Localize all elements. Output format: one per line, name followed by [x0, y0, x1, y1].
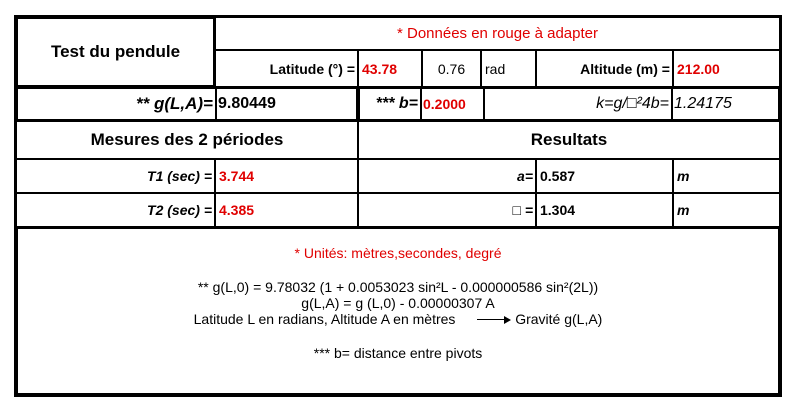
sheet-title: Test du pendule [16, 17, 215, 87]
g-value: 9.80449 [215, 87, 358, 121]
b-label-cell: *** b= [358, 87, 422, 121]
altitude-input[interactable]: 212.00 [673, 50, 780, 87]
a-value: 0.587 [536, 159, 673, 193]
latitude-altitude-desc: Latitude L en radians, Altitude A en mètres [193, 311, 456, 327]
b-description: *** b= distance entre pivots [313, 345, 483, 361]
latitude-input[interactable]: 43.78 [358, 50, 422, 87]
mesures-title: Mesures des 2 périodes [16, 121, 358, 159]
t1-input[interactable]: 3.744 [215, 159, 358, 193]
radian-unit: rad [481, 50, 536, 87]
d-unit: m [673, 193, 780, 227]
t2-input[interactable]: 4.385 [215, 193, 358, 227]
gravity-label: Gravité g(L,A) [515, 311, 603, 327]
arrow-right-icon [477, 315, 511, 325]
header-note: * Données en rouge à adapter [215, 17, 780, 50]
k-value: 1.24175 [671, 87, 780, 121]
latitude-label-cell: Latitude (°) = [215, 50, 358, 87]
k-label-cell: k=g/□²4b= [483, 87, 673, 121]
d-label-cell: □ = [358, 193, 536, 227]
formula-g-la: g(L,A) = g (L,0) - 0.00000307 A [301, 295, 495, 311]
units-note: * Unités: mètres,secondes, degré [294, 245, 502, 261]
pendulum-sheet [14, 15, 782, 397]
t2-label-cell: T2 (sec) = [16, 193, 215, 227]
g-label-cell: ** g(L,A)= [16, 87, 217, 121]
d-value: 1.304 [536, 193, 673, 227]
a-label-cell: a= [358, 159, 536, 193]
formula-g-l0: ** g(L,0) = 9.78032 (1 + 0.0053023 sin²L - 0.000000586 sin²(2L)) [197, 279, 599, 295]
t1-label-cell: T1 (sec) = [16, 159, 215, 193]
resultats-title: Resultats [358, 121, 780, 159]
altitude-label-cell: Altitude (m) = [536, 50, 673, 87]
latitude-radians: 0.76 [422, 50, 481, 87]
variables-note [16, 311, 780, 327]
b-input[interactable]: 0.2000 [420, 87, 485, 121]
notes [16, 245, 780, 361]
a-unit: m [673, 159, 780, 193]
